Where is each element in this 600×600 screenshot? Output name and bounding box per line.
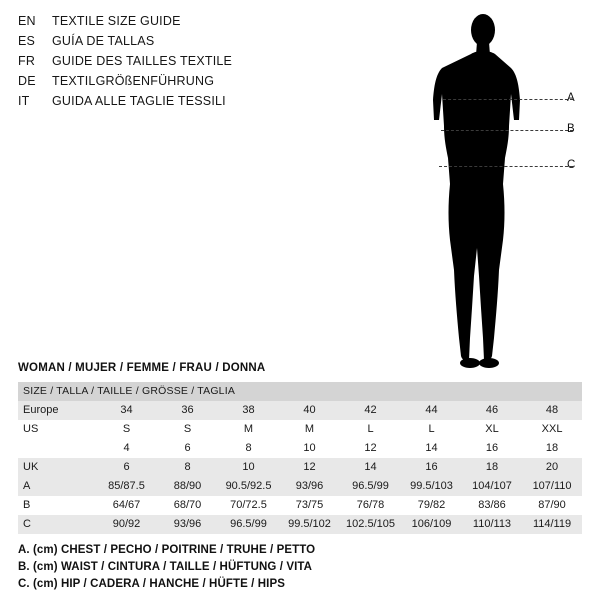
cell: 93/96	[157, 515, 218, 534]
cell: 114/119	[522, 515, 582, 534]
language-row-de	[18, 74, 378, 94]
row-label: Europe	[18, 401, 96, 420]
cell: 18	[522, 439, 582, 458]
cell: 44	[401, 401, 462, 420]
section-label-woman: WOMAN / MUJER / FEMME / FRAU / DONNA	[18, 362, 266, 374]
table-row	[18, 496, 582, 515]
note-waist: B. (cm) WAIST / CINTURA / TAILLE / HÜFTUNG / VITA	[18, 561, 313, 573]
size-table-wrapper	[18, 382, 582, 534]
measure-label-a: A	[567, 92, 575, 104]
female-body-silhouette-icon	[395, 8, 595, 373]
cell: 46	[462, 401, 522, 420]
cell: 102.5/105	[340, 515, 401, 534]
language-code-es: ES	[18, 34, 36, 48]
cell: 4	[96, 439, 157, 458]
table-row	[18, 458, 582, 477]
cell: 106/109	[401, 515, 462, 534]
cell: 6	[157, 439, 218, 458]
cell: 34	[96, 401, 157, 420]
language-header-block	[18, 14, 378, 114]
cell: 96.5/99	[340, 477, 401, 496]
cell: 10	[218, 458, 279, 477]
cell: 36	[157, 401, 218, 420]
cell: 8	[218, 439, 279, 458]
language-code-it: IT	[18, 94, 30, 108]
row-label: UK	[18, 458, 96, 477]
table-row	[18, 439, 582, 458]
table-row	[18, 401, 582, 420]
language-row-en	[18, 14, 378, 34]
cell: 40	[279, 401, 340, 420]
figure-area	[395, 8, 595, 373]
cell: 18	[462, 458, 522, 477]
cell: 38	[218, 401, 279, 420]
cell: 73/75	[279, 496, 340, 515]
cell: 14	[401, 439, 462, 458]
cell: XXL	[522, 420, 582, 439]
cell: L	[401, 420, 462, 439]
cell: 70/72.5	[218, 496, 279, 515]
cell: 99.5/102	[279, 515, 340, 534]
language-row-it	[18, 94, 378, 114]
note-hip: C. (cm) HIP / CADERA / HANCHE / HÜFTE / HIPS	[18, 578, 286, 590]
cell: 12	[340, 439, 401, 458]
row-label: A	[18, 477, 96, 496]
cell: 107/110	[522, 477, 582, 496]
cell: 6	[96, 458, 157, 477]
measurement-notes	[18, 542, 518, 593]
cell: M	[218, 420, 279, 439]
cell: 93/96	[279, 477, 340, 496]
table-header-row	[18, 382, 582, 401]
measure-line-a	[443, 99, 573, 100]
cell: 76/78	[340, 496, 401, 515]
cell: S	[96, 420, 157, 439]
cell: 16	[462, 439, 522, 458]
size-table	[18, 382, 582, 534]
cell: 14	[340, 458, 401, 477]
cell: 64/67	[96, 496, 157, 515]
cell: M	[279, 420, 340, 439]
cell: 90/92	[96, 515, 157, 534]
row-label	[18, 439, 96, 458]
cell: 48	[522, 401, 582, 420]
note-chest: A. (cm) CHEST / PECHO / POITRINE / TRUHE / PETTO	[18, 544, 316, 556]
cell: 88/90	[157, 477, 218, 496]
language-code-de: DE	[18, 74, 36, 88]
measure-label-b: B	[567, 123, 575, 135]
language-text-es: GUÍA DE TALLAS	[52, 34, 155, 48]
cell: 110/113	[462, 515, 522, 534]
cell: 90.5/92.5	[218, 477, 279, 496]
cell: 42	[340, 401, 401, 420]
cell: 16	[401, 458, 462, 477]
cell: 79/82	[401, 496, 462, 515]
cell: 10	[279, 439, 340, 458]
cell: 104/107	[462, 477, 522, 496]
language-row-es	[18, 34, 378, 54]
cell: 8	[157, 458, 218, 477]
cell: L	[340, 420, 401, 439]
cell: 68/70	[157, 496, 218, 515]
cell: 96.5/99	[218, 515, 279, 534]
language-text-de: TEXTILGRÖßENFÜHRUNG	[52, 74, 215, 88]
row-label: US	[18, 420, 96, 439]
language-text-it: GUIDA ALLE TAGLIE TESSILI	[52, 94, 226, 108]
language-code-en: EN	[18, 14, 36, 28]
row-label: C	[18, 515, 96, 534]
language-text-en: TEXTILE SIZE GUIDE	[52, 14, 181, 28]
table-row	[18, 420, 582, 439]
table-row	[18, 477, 582, 496]
table-header-cell: SIZE / TALLA / TAILLE / GRÖSSE / TAGLIA	[18, 382, 582, 401]
measure-label-c: C	[567, 159, 576, 171]
language-code-fr: FR	[18, 54, 36, 68]
cell: S	[157, 420, 218, 439]
cell: 20	[522, 458, 582, 477]
language-text-fr: GUIDE DES TAILLES TEXTILE	[52, 54, 233, 68]
cell: 87/90	[522, 496, 582, 515]
table-row	[18, 515, 582, 534]
cell: 12	[279, 458, 340, 477]
measure-line-b	[441, 130, 573, 131]
row-label: B	[18, 496, 96, 515]
cell: XL	[462, 420, 522, 439]
measure-line-c	[439, 166, 573, 167]
language-row-fr	[18, 54, 378, 74]
cell: 99.5/103	[401, 477, 462, 496]
cell: 83/86	[462, 496, 522, 515]
cell: 85/87.5	[96, 477, 157, 496]
